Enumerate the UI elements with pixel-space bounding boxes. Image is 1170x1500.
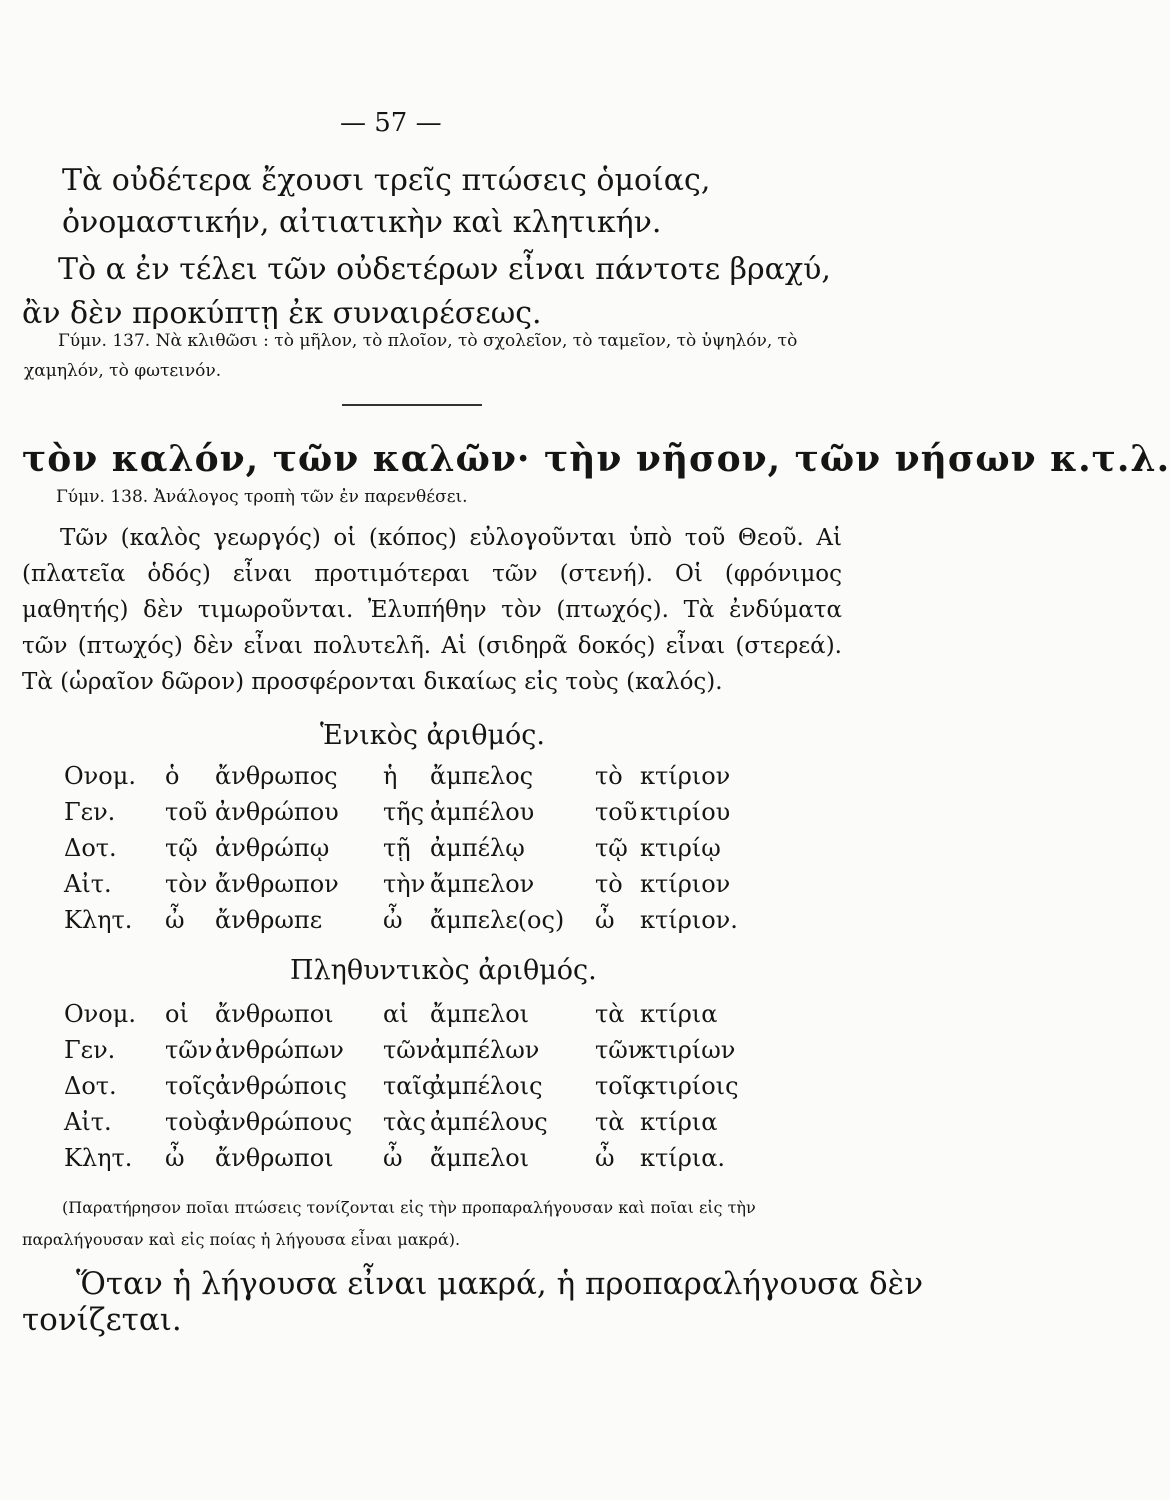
singular-noun-cell: ἀνθρώπου [215, 798, 339, 826]
paragraph-final-alpha: Τὸ α ἐν τέλει τῶν οὐδετέρων εἶναι πάντοτε βραχύ, ἂν δὲν προκύπτῃ ἐκ συναιρέσεως. [22, 252, 831, 331]
singular-noun-cell: ἄνθρωπος [215, 762, 338, 790]
singular-article-cell: ὦ [165, 906, 185, 934]
plural-article-cell: τοὺς [165, 1108, 221, 1136]
singular-case-label-cell: Ονομ. [64, 762, 136, 790]
plural-article-cell: ταῖς [383, 1072, 436, 1100]
singular-article-cell: τὸ [595, 870, 623, 898]
singular-noun-cell: ἄμπελον [430, 870, 535, 898]
accent-rule: Ὅταν ἡ λήγουσα εἶναι μακρά, ἡ προπαραλήγουσα δὲν [76, 1266, 924, 1302]
singular-noun-cell: κτίριον [640, 762, 731, 790]
plural-article-cell: ὦ [595, 1144, 615, 1172]
singular-title: Ἑνικὸς ἀριθμός. [320, 720, 546, 751]
singular-article-cell: τὸ [595, 762, 623, 790]
page-number: — 57 — [340, 108, 442, 138]
singular-noun-cell: ἄμπελος [430, 762, 534, 790]
observation-note: (Παρατήρησον ποῖαι πτώσεις τονίζονται εἰς τὴν προπαραλήγουσαν καὶ ποῖαι εἰς τὴν παραλήγουσαν καὶ εἰς ποίας ἡ λήγουσα εἶναι μακρά). [22, 1198, 756, 1249]
singular-noun-cell: κτιρίῳ [640, 834, 721, 862]
plural-noun-cell: ἀνθρώποις [215, 1072, 347, 1100]
plural-noun-cell: ἀνθρώπους [215, 1108, 353, 1136]
singular-noun-cell: κτίριον [640, 870, 731, 898]
singular-case-label-cell: Γεν. [64, 798, 116, 826]
plural-noun-cell: ἄμπελοι [430, 1000, 530, 1028]
singular-article-cell: ὦ [383, 906, 403, 934]
singular-noun-cell: κτίριον. [640, 906, 738, 934]
plural-article-cell: τῶν [383, 1036, 431, 1064]
singular-article-cell: τοῦ [595, 798, 638, 826]
singular-article-cell: τῇ [383, 834, 411, 862]
plural-noun-cell: ἀμπέλων [430, 1036, 540, 1064]
singular-article-cell: τῷ [595, 834, 628, 862]
singular-article-cell: ἡ [383, 762, 398, 790]
plural-noun-cell: κτίρια [640, 1108, 718, 1136]
singular-case-label-cell: Αἰτ. [64, 870, 112, 898]
singular-article-cell: τῷ [165, 834, 198, 862]
plural-noun-cell: ἄνθρωποι [215, 1000, 334, 1028]
plural-article-cell: τῶν [165, 1036, 213, 1064]
plural-article-cell: οἱ [165, 1000, 189, 1028]
plural-case-label-cell: Κλητ. [64, 1144, 133, 1172]
plural-article-cell: τῶν [595, 1036, 643, 1064]
singular-noun-cell: κτιρίου [640, 798, 731, 826]
singular-noun-cell: ἄμπελε(ος) [430, 906, 565, 934]
singular-article-cell: τὸν [165, 870, 208, 898]
plural-noun-cell: ἄνθρωποι [215, 1144, 334, 1172]
plural-noun-cell: ἀμπέλοις [430, 1072, 543, 1100]
singular-article-cell: τοῦ [165, 798, 208, 826]
plural-article-cell: ὦ [165, 1144, 185, 1172]
exercise-138-text: Τῶν (καλὸς γεωργός) οἱ (κόπος) εὐλογοῦνται ὑπὸ τοῦ Θεοῦ. Αἱ (πλατεῖα ὁδός) εἶναι προτιμότεραι τῶν (στενή). Οἱ (φρόνιμος μαθητής) δὲν τιμωροῦνται. Ἐλυπήθην τὸν (πτωχός). Τὰ ἐνδύματα τῶν (πτωχός) δὲν εἶναι πολυτελῆ. Αἱ (σιδηρᾶ δοκός) εἶναι (στερεά). Τὰ (ὡραῖον δῶρον) προσφέρονται δικαίως εἰς τοὺς (καλός). [22, 525, 842, 695]
plural-noun-cell: κτιρίων [640, 1036, 736, 1064]
plural-noun-cell: κτίρια [640, 1000, 718, 1028]
plural-article-cell: ὦ [383, 1144, 403, 1172]
plural-case-label-cell: Αἰτ. [64, 1108, 112, 1136]
exercise-137: Γύμν. 137. Νὰ κλιθῶσι : τὸ μῆλον, τὸ πλοῖον, τὸ σχολεῖον, τὸ ταμεῖον, τὸ ὑψηλόν, τὸ χαμηλόν, τὸ φωτεινόν. [24, 331, 798, 381]
plural-noun-cell: κτιρίοις [640, 1072, 739, 1100]
singular-case-label-cell: Δοτ. [64, 834, 117, 862]
plural-noun-cell: ἀμπέλους [430, 1108, 548, 1136]
paragraph-neuter-cases: Τὰ οὐδέτερα ἔχουσι τρεῖς πτώσεις ὁμοίας, ὀνομαστικήν, αἰτιατικὴν καὶ κλητικήν. [62, 163, 711, 240]
plural-article-cell: τοῖς [595, 1072, 646, 1100]
singular-article-cell: τὴν [383, 870, 426, 898]
section-heading: τὸν καλόν, τῶν καλῶν· τὴν νῆσον, τῶν νήσων κ.τ.λ. [22, 438, 1170, 480]
plural-article-cell: τοῖς [165, 1072, 216, 1100]
singular-noun-cell: ἄνθρωπε [215, 906, 323, 934]
plural-article-cell: τὰ [595, 1000, 625, 1028]
plural-title: Πληθυντικὸς ἀριθμός. [290, 955, 597, 986]
exercise-138-title: Γύμν. 138. Ἀνάλογος τροπὴ τῶν ἐν παρενθέσει. [56, 487, 468, 507]
section-divider [342, 404, 482, 406]
singular-article-cell: ὁ [165, 762, 180, 790]
plural-noun-cell: ἀνθρώπων [215, 1036, 344, 1064]
plural-case-label-cell: Γεν. [64, 1036, 116, 1064]
singular-article-cell: τῆς [383, 798, 425, 826]
plural-article-cell: τὰς [383, 1108, 426, 1136]
singular-noun-cell: ἀμπέλῳ [430, 834, 525, 862]
plural-case-label-cell: Ονομ. [64, 1000, 136, 1028]
accent-rule-end: τονίζεται. [22, 1302, 182, 1338]
singular-article-cell: ὦ [595, 906, 615, 934]
singular-noun-cell: ἀμπέλου [430, 798, 535, 826]
singular-noun-cell: ἄνθρωπον [215, 870, 339, 898]
plural-article-cell: αἱ [383, 1000, 409, 1028]
plural-case-label-cell: Δοτ. [64, 1072, 117, 1100]
plural-noun-cell: ἄμπελοι [430, 1144, 530, 1172]
plural-article-cell: τὰ [595, 1108, 625, 1136]
singular-noun-cell: ἀνθρώπῳ [215, 834, 330, 862]
singular-case-label-cell: Κλητ. [64, 906, 133, 934]
plural-noun-cell: κτίρια. [640, 1144, 726, 1172]
